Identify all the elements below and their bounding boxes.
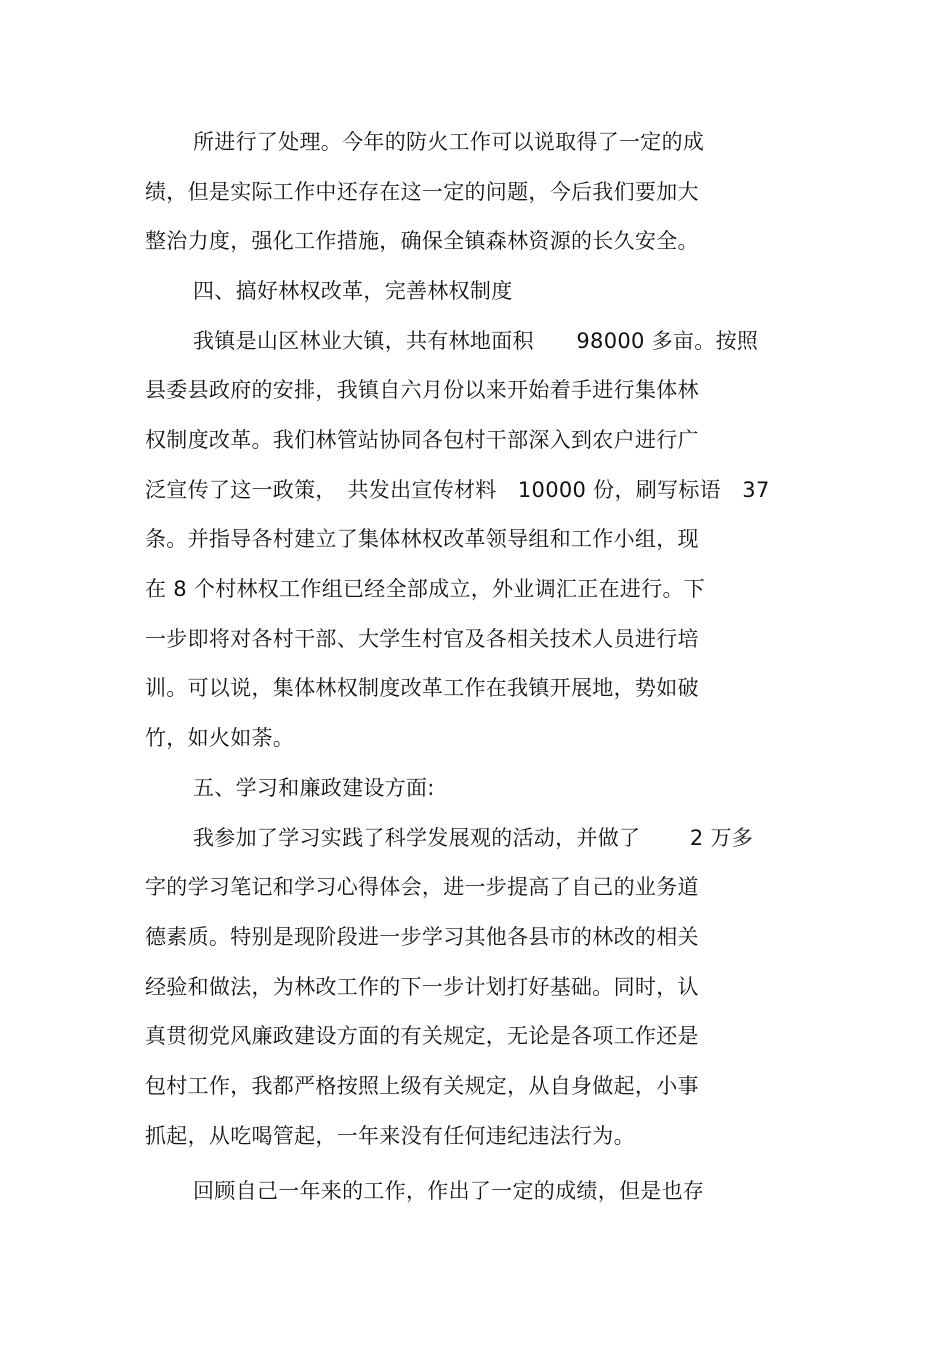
text-line: 整治力度，强化工作措施，确保全镇森林资源的长久安全。 (145, 229, 699, 253)
text-line: 德素质。特别是现阶段进一步学习其他各县市的林改的相关 (145, 925, 699, 949)
text-line: 抓起，从吃喝管起，一年来没有任何违纪违法行为。 (145, 1124, 635, 1148)
text-line: 回顾自己一年来的工作，作出了一定的成绩，但是也存 (193, 1179, 705, 1203)
text-line: 县委县政府的安排，我镇自六月份以来开始着手进行集体林 (145, 378, 699, 402)
text-line: 权制度改革。我们林管站协同各包村干部深入到农户进行广 (145, 428, 699, 452)
section-heading: 四、搞好林权改革，完善林权制度 (193, 279, 513, 303)
section-heading: 五、学习和廉政建设方面: (193, 776, 435, 800)
text-line: 一步即将对各村干部、大学生村官及各相关技术人员进行培 (145, 627, 699, 651)
text-line: 训。可以说，集体林权制度改革工作在我镇开展地，势如破 (145, 676, 699, 700)
text-line: 竹，如火如荼。 (145, 726, 295, 750)
text-line: 泛宣传了这一政策， 共发出宣传材料 10000 份，刷写标语 37 (145, 478, 770, 502)
text-line: 包村工作，我都严格按照上级有关规定，从自身做起，小事 (145, 1074, 699, 1098)
text-line: 经验和做法，为林改工作的下一步计划打好基础。同时，认 (145, 975, 699, 999)
text-line: 所进行了处理。今年的防火工作可以说取得了一定的成 (193, 130, 705, 154)
text-line: 我参加了学习实践了科学发展观的活动，并做了 2 万多 (193, 826, 754, 850)
text-line: 我镇是山区林业大镇，共有林地面积 98000 多亩。按照 (193, 329, 759, 353)
text-line: 真贯彻党风廉政建设方面的有关规定，无论是各项工作还是 (145, 1024, 699, 1048)
text-line: 条。并指导各村建立了集体林权改革领导组和工作小组，现 (145, 527, 699, 551)
text-line: 在 8 个村林权工作组已经全部成立，外业调汇正在进行。下 (145, 577, 706, 601)
text-line: 字的学习笔记和学习心得体会，进一步提高了自己的业务道 (145, 875, 699, 899)
text-line: 绩，但是实际工作中还存在这一定的问题，今后我们要加大 (145, 180, 699, 204)
